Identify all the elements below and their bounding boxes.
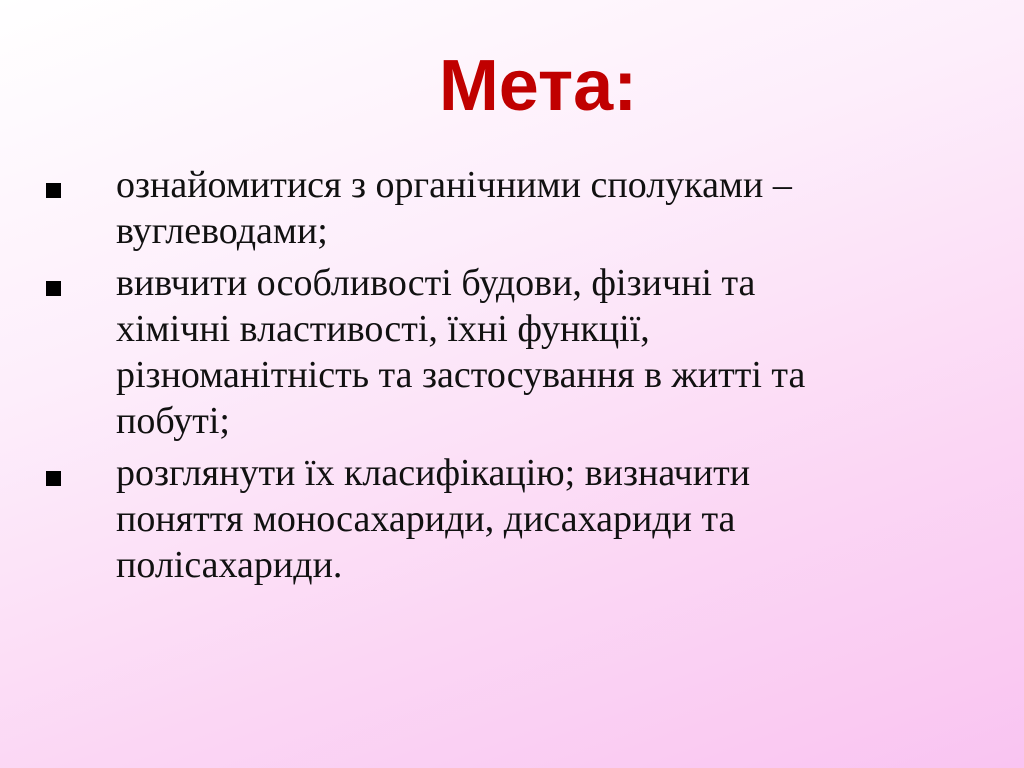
goal-line: розглянути їх класифікацію; визначити (116, 452, 751, 494)
goal-list (0, 162, 1024, 594)
goal-line: побуті; (116, 400, 230, 442)
slide-title: Мета: (438, 46, 638, 126)
goal-line: вивчити особливості будови, фізичні та (116, 262, 756, 304)
goal-item-3 (0, 450, 1024, 588)
goal-line: хімічні властивості, їхні функції, (116, 308, 650, 350)
goal-item-1 (0, 162, 1024, 254)
square-bullet-icon (46, 281, 61, 296)
goal-line: вуглеводами; (116, 210, 328, 252)
goal-text-3 (116, 450, 996, 588)
goal-line: полісахариди. (116, 544, 343, 586)
goal-text-2 (116, 260, 996, 444)
goal-item-2 (0, 260, 1024, 444)
square-bullet-icon (46, 183, 61, 198)
square-bullet-icon (46, 471, 61, 486)
goal-line: різноманітність та застосування в житті та (116, 354, 806, 396)
goal-line: поняття моносахариди, дисахариди та (116, 498, 736, 540)
goal-line: ознайомитися з органічними сполуками – (116, 164, 792, 206)
goal-text-1 (116, 162, 996, 254)
